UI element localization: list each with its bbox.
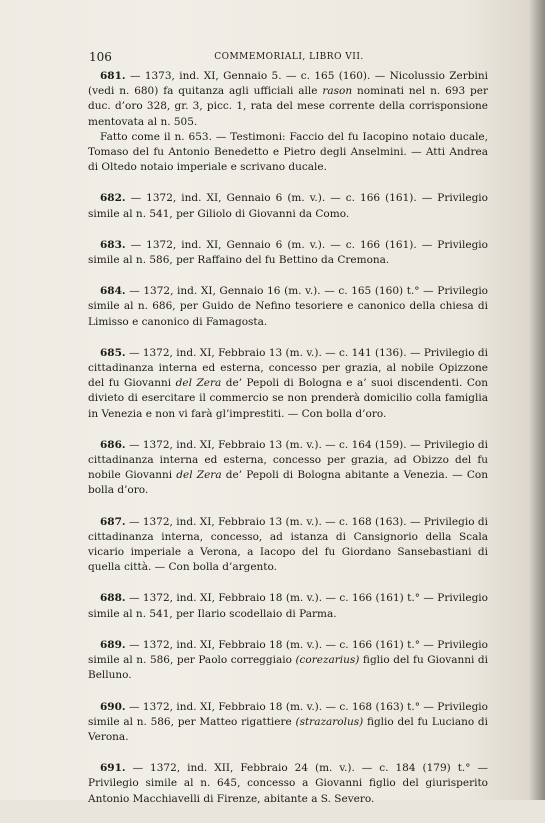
entry-text: — 1372, ind. XI, Gennaio 6 (m. v.). — c. 166 (161). — Privilegio simile al n. 586, per Raffaino del fu Bettino da Cremona. bbox=[88, 238, 488, 267]
entry-687 bbox=[88, 515, 488, 576]
page-number: 106 bbox=[89, 50, 112, 64]
entry-number: 690. bbox=[100, 700, 126, 713]
entry-text-continued: de’ Pepoli di Bologna e a’ suoi discendenti. Con divieto di esercitare il commercio se non prenderà domicilio colla famiglia in Venezia e non vi farà gl’imprestiti. — Con bolla d’oro. bbox=[88, 377, 488, 420]
entry-number: 683. bbox=[100, 238, 126, 251]
entry-685 bbox=[88, 346, 488, 422]
entry-683 bbox=[88, 238, 488, 268]
entries-list bbox=[88, 69, 488, 823]
entry-text-continued: de’ Pepoli di Bologna abitante a Venezia. — Con bolla d’oro. bbox=[88, 469, 489, 497]
entry-690 bbox=[88, 700, 488, 746]
entry-682 bbox=[88, 191, 488, 221]
entry-text: — 1372, ind. XII, Febbraio 24 (m. v.). — c. 184 (179) t.° — Privilegio simile al n. 645, concesso a Giovanni figlio del giurisperito Antonio Macchiavelli di Firenze, abitante a S. Severo. bbox=[88, 762, 488, 805]
entry-text-continued: figlio del fu Luciano di Verona. bbox=[88, 715, 489, 743]
entry-number: 681. bbox=[100, 70, 126, 82]
entry-text: — 1372, ind. XI, Febbraio 13 (m. v.). — c. 168 (163). — Privilegio di cittadinanza interna, concesso, ad istanza di Cansignorio della Scala vicario imperiale a Verona, a Iacopo del fu Giordano Sansebastiani di quella città. — Con bolla d’argento. bbox=[88, 515, 488, 574]
entry-text: — 1372, ind. XI, Febbraio 13 (m. v.). — c. 141 (136). — Privilegio di cittadinanza interna ed esterna, concesso per grazia, al nobile Opizzone del fu Giovanni bbox=[88, 346, 488, 390]
entry-681 bbox=[88, 69, 488, 175]
entry-number: 688. bbox=[100, 592, 126, 605]
entry-italic-term: rason bbox=[322, 85, 353, 98]
entry-number: 687. bbox=[100, 515, 126, 528]
entry-note: Fatto come il n. 653. — Testimoni: Faccio del fu Iacopino notaio ducale, Tomaso del fu Antonio Benedetto e Pietro degli Anselmini. — Atti Andrea di Oltedo notaio imperiale e scrivano ducale. bbox=[88, 130, 488, 174]
entry-italic-term: del Zera bbox=[175, 377, 222, 390]
entry-number: 691. bbox=[100, 762, 126, 775]
entry-text: — 1372, ind. XI, Febbraio 18 (m. v.). — c. 168 (163) t.° — Privilegio simile al n. 586, per Matteo rigattiere bbox=[88, 700, 488, 728]
entry-number: 686. bbox=[100, 438, 126, 451]
entry-688 bbox=[88, 591, 488, 621]
entry-italic-term: del Zera bbox=[176, 469, 222, 482]
entry-number: 685. bbox=[100, 346, 126, 359]
entry-text: — 1372, ind. XI, Febbraio 18 (m. v.). — c. 166 (161) t.° — Privilegio simile al n. 541, per Ilario scodellaio di Parma. bbox=[88, 592, 488, 620]
entry-italic-term: (strazarolus) bbox=[295, 715, 364, 728]
entry-text-continued: figlio del fu Giovanni di Belluno. bbox=[88, 654, 488, 682]
running-title: COMMEMORIALI, LIBRO VII. bbox=[214, 52, 364, 62]
entry-text: — 1372, ind. XI, Febbraio 18 (m. v.). — c. 166 (161) t.° — Privilegio simile al n. 586, per Paolo correggiaio bbox=[88, 638, 488, 667]
entry-number: 684. bbox=[100, 285, 126, 298]
page-header bbox=[89, 49, 489, 65]
entry-text: — 1372, ind. XI, Gennaio 16 (m. v.). — c. 165 (160) t.° — Privilegio simile al n. 686, per Guido de Nefino tesoriere e canonico della chiesa di Limisso e canonico di Famagosta. bbox=[88, 285, 488, 328]
entry-text: — 1372, ind. XI, Gennaio 6 (m. v.). — c. 166 (161). — Privilegio simile al n. 541, per Giliolo di Giovanni da Como. bbox=[88, 192, 488, 220]
entry-689 bbox=[88, 638, 488, 684]
entry-686 bbox=[88, 438, 488, 499]
entry-text-continued: nominati nel n. 693 per duc. d’oro 328, gr. 3, picc. 1, rata del mese corrente della corrisponsione mentovata al n. 505. bbox=[88, 85, 489, 128]
entry-684 bbox=[88, 284, 488, 330]
entry-number: 682. bbox=[100, 192, 126, 205]
entry-text: — 1373, ind. XI, Gennaio 5. — c. 165 (160). — Nicolussio Zerbini (vedi n. 680) fa quitanza agli ufficiali alle bbox=[88, 70, 488, 98]
entry-text: — 1372, ind. XI, Febbraio 13 (m. v.). — c. 164 (159). — Privilegio di cittadinanza interna ed esterna, concesso per grazia, ad Obizzo del fu nobile Giovanni bbox=[88, 438, 488, 482]
entry-number: 689. bbox=[100, 638, 126, 651]
entry-italic-term: (corezarius) bbox=[295, 654, 360, 667]
